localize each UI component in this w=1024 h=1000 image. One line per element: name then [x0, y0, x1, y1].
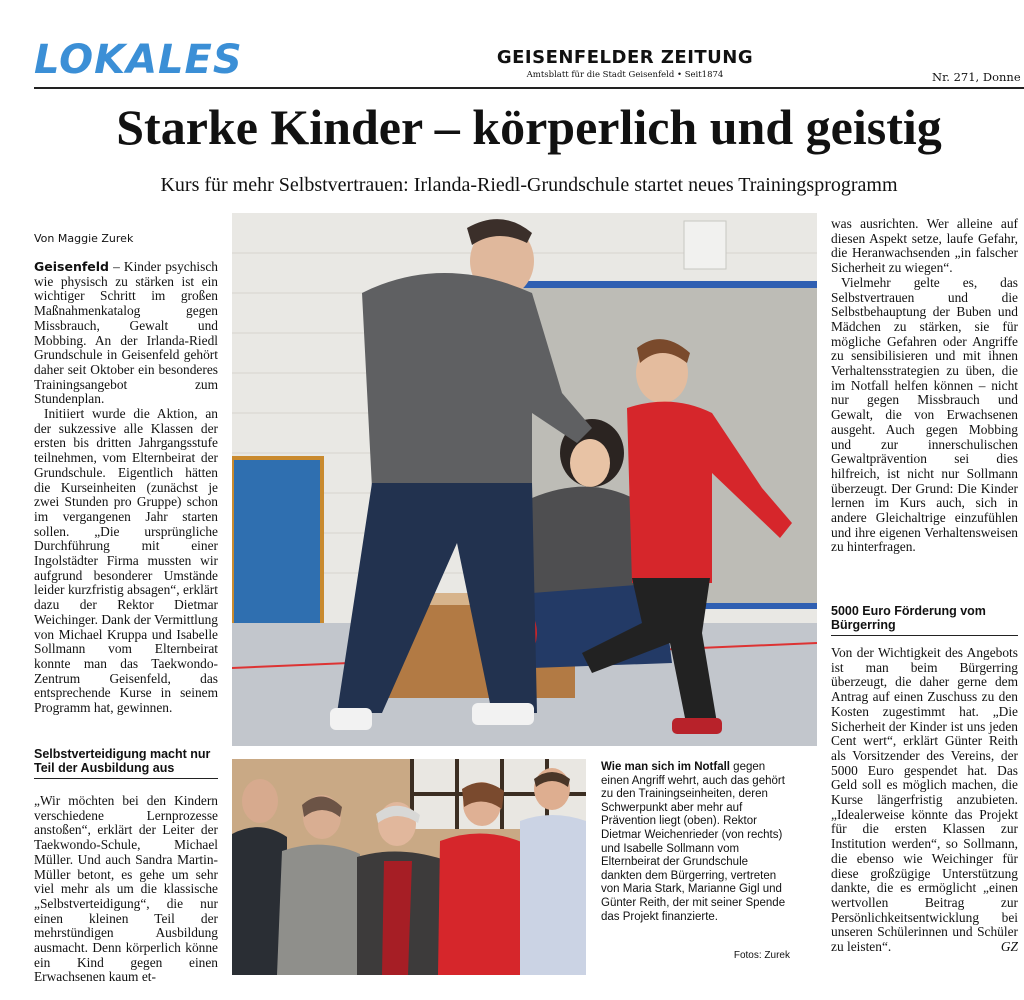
- headline: Starke Kinder – körperlich und geistig: [116, 99, 942, 155]
- column-3: [831, 217, 1018, 555]
- masthead: [470, 47, 780, 80]
- author-signature: GZ: [1000, 939, 1018, 955]
- group-photo: [232, 759, 586, 975]
- photo-credit: Fotos: Zurek: [733, 950, 790, 961]
- subheading-self-defense: Selbstverteidigung macht nur Teil der Ausbildung aus: [34, 747, 218, 779]
- paragraph-1-text: – Kinder psychisch wie physisch zu stärken ist ein wichtiger Schritt im großen Maßnahmenkatalog gegen Missbrauch, Gewalt und Mobbing. An der Irlanda-Riedl Grundschule in Geisenfeld gehört daher seit Oktober ein besonderes Trainingsangebot zum Stundenplan.: [34, 259, 218, 407]
- column-3-lower: [831, 646, 1018, 955]
- paper-subtitle: Amtsblatt für die Stadt Geisenfeld • Seit1874: [526, 70, 724, 80]
- photo-caption: [601, 761, 791, 924]
- paragraph-3: „Wir möchten bei den Kindern verschiedene Lernprozesse anstoßen“, erklärt der Leiter der Taekwondo-Schule, Michael Müller. Und auch Sandra Martin-Müller betont, es gehe um sehr viel mehr als um die klassische „Selbstverteidigung“, die nur einen kleinen Teil der mehrstündigen Ausbildung ausmacht. Denn körperlich könne ein Kind gegen einen Erwachsenen kaum et-: [34, 793, 218, 985]
- paragraph-6-text: Von der Wichtigkeit des Angebots ist man beim Bürgerring überzeugt, die daher gerne dem Antrag auf einen Zuschuss zu den Kosten zugestimmt hat. „Die Sicherheit der Kinder ist uns jeden Cent wert“, erklärt Günter Reith als Vorsitzender des Vereins, der 5000 Euro gespendet hat. Das Geld soll es möglich machen, die Kurse längerfristig anzubieten. „Idealerweise könnte das Projekt für die ersten Klassen zur Institution werden“, so Sollmann, die ebenso wie Weichinger für diese großzügige Unterstützung dankte, die es ermöglicht „einen wertvollen Beitrag zur Persönlichkeitsentwicklung bei unseren Schülerinnen und Schüler zu leisten“.: [831, 645, 1018, 955]
- dateline: Geisenfeld: [34, 259, 109, 274]
- header-rule: [34, 87, 1024, 89]
- caption-text: gegen einen Angriff wehrt, auch das gehört zu den Trainingseinheiten, deren Schwerpunkt aber mehr auf Prävention liegt (oben). Rektor Dietmar Weichenrieder (von rechts) und Isabelle Sollmann vom Elternbeirat der Grundschule dankten dem Bürgerring, vertreten von Maria Stark, Marianne Gigl und Günter Reith, der mit seiner Spende das Projekt finanzierte.: [601, 761, 786, 923]
- main-photo: [232, 213, 817, 746]
- subheading-funding: 5000 Euro Förderung vom Bürgerring: [831, 604, 1018, 636]
- paragraph-2: Initiiert wurde die Aktion, an der sukzessive alle Klassen der ersten bis dritten Jahrgangsstufe teilnehmen, vom Elternbeirat der Grundschule. Eigentlich hätten die Kurseinheiten (zunächst je zwei Stunden pro Gruppe) schon im vergangenen Jahr starten sollen. „Die ursprüngliche Durchführung mit einer Ingolstädter Firma mussten wir aufgrund besonderer Umstände leider kurzfristig absagen“, erklärt dazu der Rektor Dietmar Weichinger. Dank der Vermittlung von Michael Kruppa und Isabelle Sollmann vom Elternbeirat konnte man das Taekwondo-Zentrum Geisenfeld, das entsprechende Kurse in seinem Programm hat, gewinnen.: [34, 406, 218, 716]
- paragraph-1: [34, 260, 218, 407]
- paper-name: GEISENFELDER ZEITUNG: [496, 47, 754, 68]
- column-1: [34, 260, 218, 716]
- paragraph-6: [831, 646, 1018, 955]
- caption-lead: Wie man sich im Notfall: [601, 761, 730, 773]
- paragraph-5: Vielmehr gelte es, das Selbstvertrauen und die Selbstbehauptung der Buben und Mädchen zu stärken, sie für mögliche Gefahren oder Angriffe zu sensibilisieren und mit ihnen Verhaltensstrategien zu üben, die im Notfall helfen können – nicht nur gegen Missbrauch und Gewalt, die von Erwachsenen ausgeht. Auch gegen Mobbing und zur innerschulischen Gewaltprävention sei dies hilfreich, ist nicht nur Sollmann überzeugt. Der Grund: Die Kinder lernen im Kurs auch, sich in andere Gleichaltrige einzufühlen und ihre eigenen Verhaltensweisen zu hinterfragen.: [831, 274, 1018, 555]
- issue-number: Nr. 271, Donne: [932, 70, 1021, 84]
- training-scene-image: [232, 213, 817, 746]
- subheadline: Kurs für mehr Selbstvertrauen: Irlanda-Riedl-Grundschule startet neues Trainingsprogramm: [160, 174, 898, 196]
- byline: Von Maggie Zurek: [34, 232, 134, 245]
- column-1-lower: [34, 794, 218, 985]
- group-image: [232, 759, 586, 975]
- section-title: LOKALES: [34, 37, 243, 83]
- paragraph-4: was ausrichten. Wer alleine auf diesen Aspekt setze, laufe Gefahr, die Heranwachsenden „in falscher Sicherheit zu wiegen“.: [831, 216, 1018, 276]
